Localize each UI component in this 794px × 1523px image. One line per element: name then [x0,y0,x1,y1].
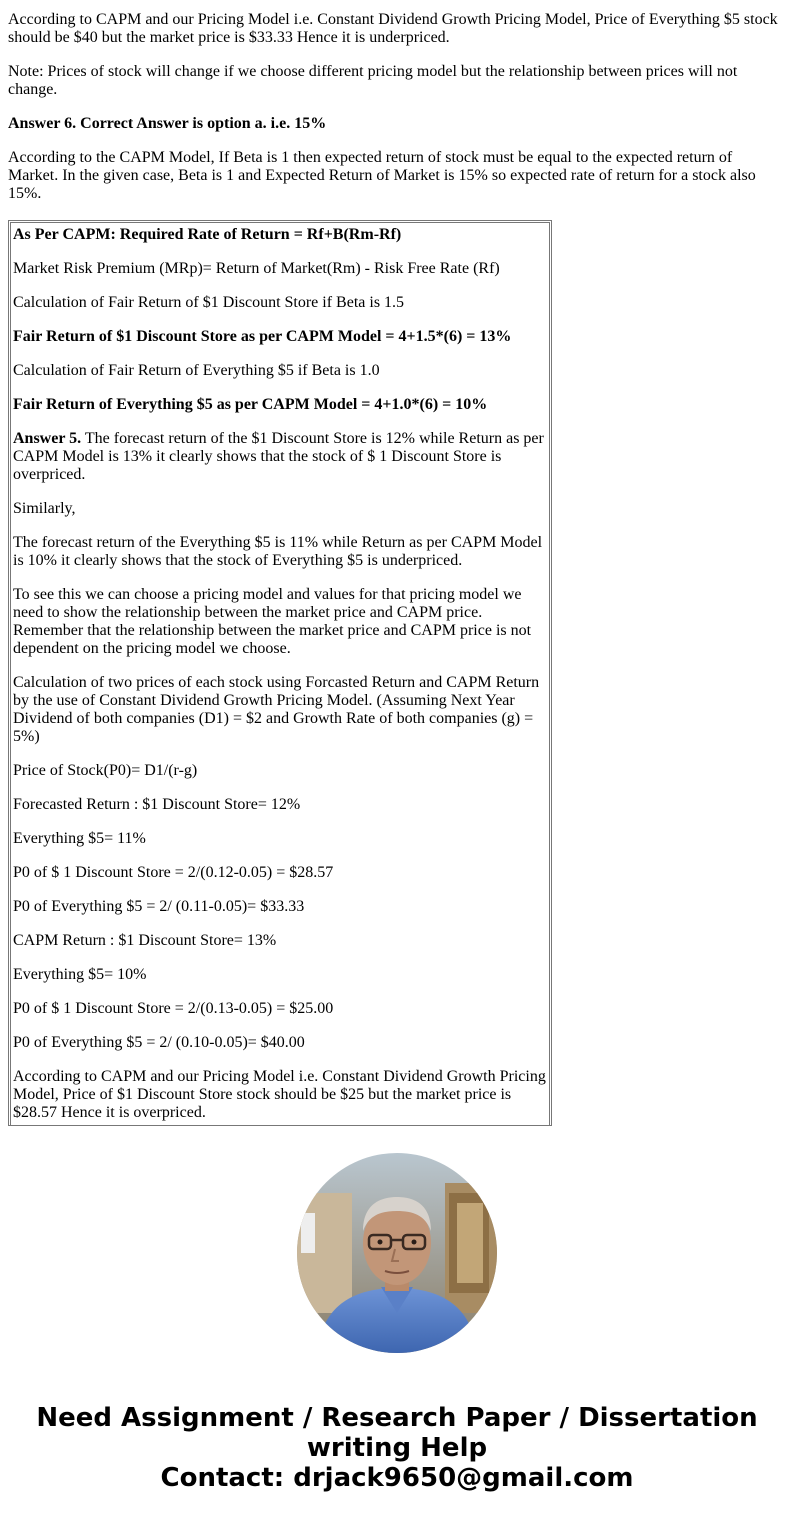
everything-forecast-text: The forecast return of the Everything $5 is 11% while Return as per CAPM Model is 10% it clearly shows that the stock of Everything $5 is underpriced. [13,534,543,569]
paragraph-everything-conclusion: According to CAPM and our Pricing Model i.e. Constant Dividend Growth Pricing Model, Price of Everything $5 stock should be $40 but the market price is $33.33 Hence it is underpriced. [8,11,778,46]
market-risk-premium: Market Risk Premium (MRp)= Return of Market(Rm) - Risk Free Rate (Rf) [13,260,500,277]
p0-store-forecast: P0 of $ 1 Discount Store = 2/(0.12-0.05) = $28.57 [13,864,334,881]
fair-return-everything: Fair Return of Everything $5 as per CAPM Model = 4+1.0*(6) = 10% [13,396,488,413]
banner-line-2: writing Help [306,1433,488,1463]
banner-line-1: Need Assignment / Research Paper / Dissertation [36,1403,758,1433]
contact-banner [0,1403,794,1493]
conclusion-store: According to CAPM and our Pricing Model i.e. Constant Dividend Growth Pricing Model, Price of $1 Discount Store stock should be $25 but the market price is $28.57 Hence it is overpriced. [13,1068,546,1121]
calc-fair-return-store: Calculation of Fair Return of $1 Discount Store if Beta is 1.5 [13,294,405,311]
document-body [8,0,786,219]
fair-return-store: Fair Return of $1 Discount Store as per CAPM Model = 4+1.5*(6) = 13% [13,328,512,345]
answer-5-label: Answer 5. [13,430,82,447]
answer-5-paragraph [13,430,547,484]
capm-formula: As Per CAPM: Required Rate of Return = Rf+B(Rm-Rf) [13,226,402,243]
forecasted-return-store: Forecasted Return : $1 Discount Store= 12% [13,796,301,813]
calc-fair-return-everything: Calculation of Fair Return of Everything $5 if Beta is 1.0 [13,362,380,379]
answer-5-text: The forecast return of the $1 Discount Store is 12% while Return as per CAPM Model is 13% it clearly shows that the stock of $ 1 Discount Store is overpriced. [13,430,544,483]
banner-contact-email: Contact: drjack9650@gmail.com [160,1463,634,1493]
calc-two-prices-text: Calculation of two prices of each stock using Forcasted Return and CAPM Return by the use of Constant Dividend Growth Pricing Model. (Assuming Next Year Dividend of both companies (D1) = $2 and Growth Rate of both companies (g) = 5%) [13,674,540,745]
p0-everything-forecast: P0 of Everything $5 = 2/ (0.11-0.05)= $33.33 [13,898,305,915]
author-portrait-image [297,1153,497,1353]
forecasted-return-everything: Everything $5= 11% [13,830,146,847]
p0-store-capm: P0 of $ 1 Discount Store = 2/(0.13-0.05) = $25.00 [13,1000,334,1017]
p0-everything-capm: P0 of Everything $5 = 2/ (0.10-0.05)= $40.00 [13,1034,305,1051]
answer-6-heading: Answer 6. Correct Answer is option a. i.e. 15% [8,115,327,132]
solution-table-cell [10,222,550,1126]
capm-return-store: CAPM Return : $1 Discount Store= 13% [13,932,277,949]
pricing-model-explanation: To see this we can choose a pricing model and values for that pricing model we need to show the relationship between the market price and CAPM price. Remember that the relationship between the market price and CAPM price is not dependent on the pricing model we choose. [13,586,532,657]
similarly-text: Similarly, [13,500,76,517]
solution-table [8,220,552,1126]
capm-return-everything: Everything $5= 10% [13,966,147,983]
price-formula: Price of Stock(P0)= D1/(r-g) [13,762,198,779]
author-avatar [297,1153,497,1353]
paragraph-note: Note: Prices of stock will change if we choose different pricing model but the relationship between prices will not change. [8,63,738,98]
paragraph-answer-6-explanation: According to the CAPM Model, If Beta is 1 then expected return of stock must be equal to the expected return of Market. In the given case, Beta is 1 and Expected Return of Market is 15% so expected rate of return for a stock also 15%. [8,149,756,202]
